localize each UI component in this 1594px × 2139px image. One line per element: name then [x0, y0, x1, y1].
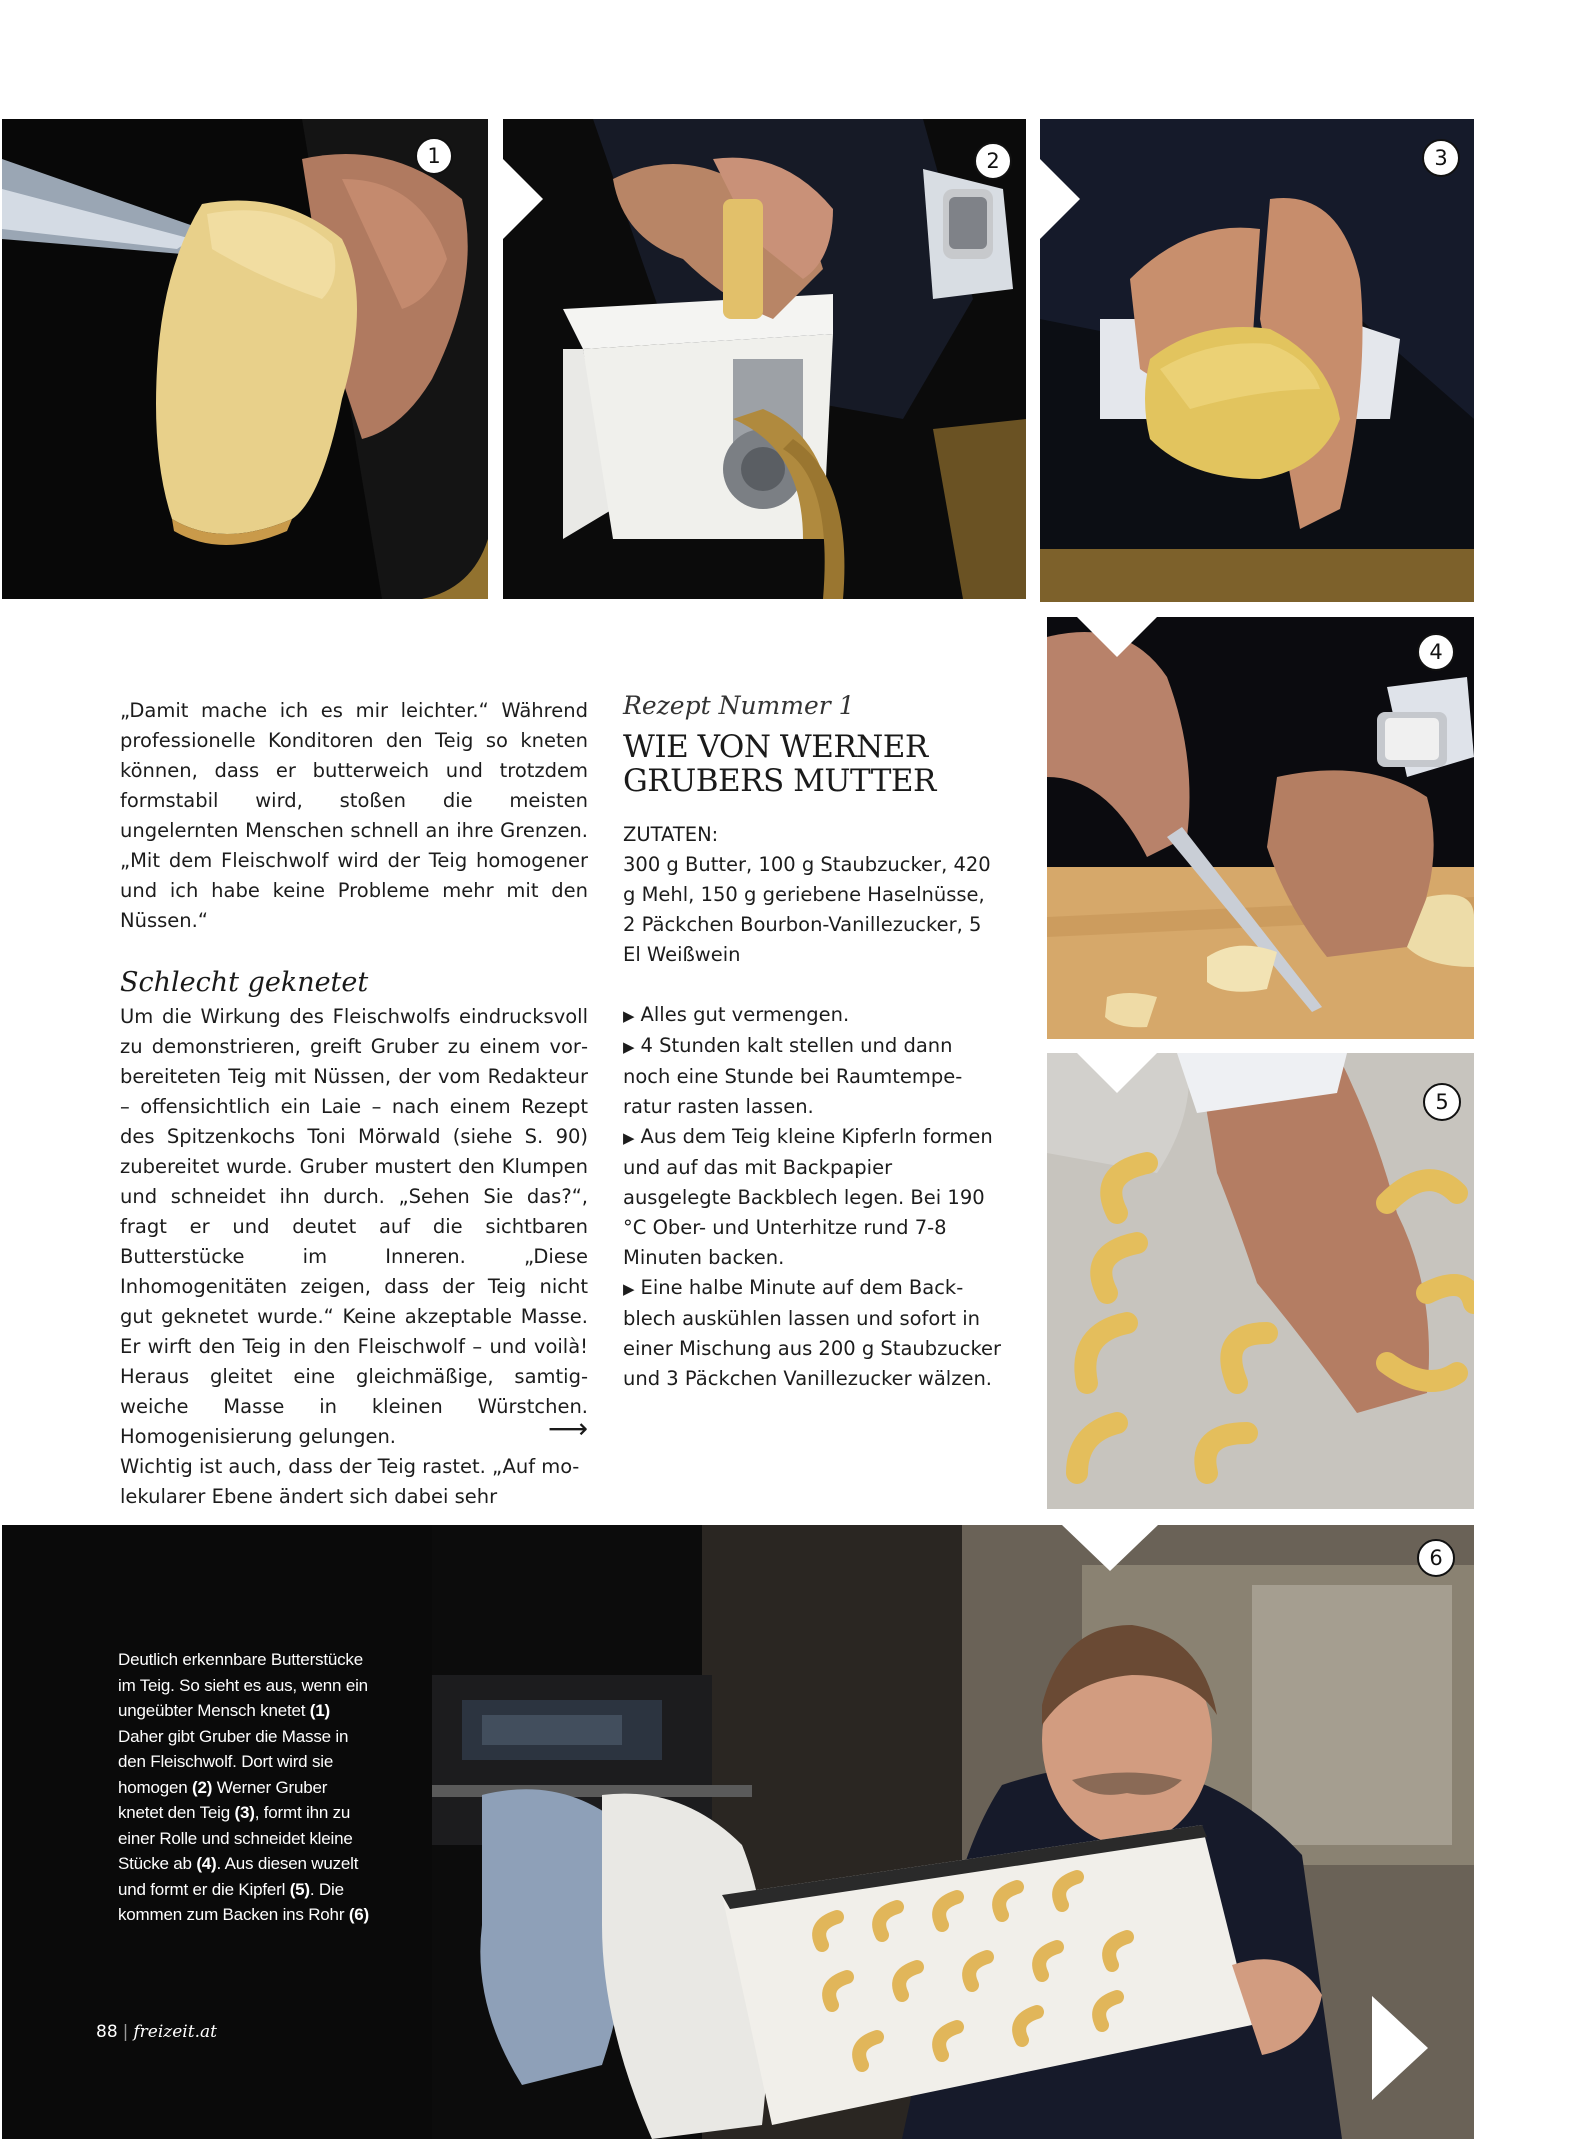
photo-number-badge: 2	[974, 142, 1012, 180]
panel-notch	[1077, 617, 1157, 657]
recipe-step-text: 4 Stunden kalt stellen und dann noch eine Stunde bei Raumtemperatur rasten lassen.	[623, 1034, 963, 1118]
photo-number-badge: 6	[1417, 1539, 1455, 1577]
recipe-step-text: Aus dem Teig kleine Kipferln formen und auf das mit Backpapier ausgelegte Backblech legen. Bei 190 °C Ober- und Unterhitze rund 7-8 Minuten backen.	[623, 1125, 993, 1269]
next-page-arrow-icon[interactable]	[1372, 1996, 1428, 2100]
caption-text: , formt ihn zu einer Rolle und schneidet kleine Stücke ab	[118, 1803, 353, 1873]
photo-kneading	[1040, 119, 1474, 602]
kipferl-tray-image	[1047, 1053, 1474, 1509]
article-paragraph: „Damit mache ich es mir leichter.“ Während professionelle Konditoren den Teig so kneten können, dass er butterweich und trotzdem formstabil wird, stoßen die meisten ungelernten Menschen schnell an ihre Grenzen. „Mit dem Fleischwolf wird der Teig homogener und ich habe keine Probleme mehr mit den Nüssen.“	[120, 699, 588, 932]
caption-ref: (5)	[289, 1879, 310, 1899]
recipe-box	[623, 690, 1003, 1394]
ingredients-list: 300 g Butter, 100 g Staubzucker, 420 g Mehl, 150 g geriebene Haselnüsse, 2 Päckchen Bourbon-Vanillezucker, 5 El Weißwein	[623, 853, 991, 966]
article-paragraph: Wichtig ist auch, dass der Teig rastet. „Auf molekularer Ebene ändert sich dabei sehr	[120, 1455, 580, 1508]
triangle-bullet-icon: ▶	[623, 1007, 635, 1025]
photo-shaping-kipferl	[1047, 1053, 1474, 1509]
recipe-title-line: WIE VON WERNER	[623, 729, 928, 765]
caption-text: Werner Gruber knetet den Teig	[118, 1777, 328, 1822]
meat-grinder-image	[503, 119, 1026, 599]
photo-meat-grinder	[503, 119, 1026, 599]
photo-cut-dough	[2, 119, 488, 599]
recipe-step	[623, 1000, 1003, 1031]
page-number: 88	[96, 2022, 118, 2042]
recipe-steps	[623, 1000, 1003, 1394]
caption-text: Deutlich erkennbare Butterstücke im Teig. So sieht es aus, wenn ein ungeübter Mensch knetet	[118, 1650, 368, 1720]
photo-number-badge: 3	[1422, 139, 1460, 177]
caption-text: . Aus diesen wuzelt und formt er die Kipferl	[118, 1854, 359, 1899]
recipe-title	[623, 730, 1003, 798]
caption-ref: (1)	[309, 1701, 330, 1720]
footer-brand-link[interactable]: freizeit.at	[133, 2022, 217, 2042]
photo-number-badge: 5	[1423, 1083, 1461, 1121]
dough-slice-image	[2, 119, 488, 599]
article-body	[120, 696, 588, 1512]
photo-cutting-roll	[1047, 617, 1474, 1039]
cutting-roll-image	[1047, 617, 1474, 1039]
triangle-bullet-icon: ▶	[623, 1129, 635, 1147]
recipe-title-line: GRUBERS MUTTER	[623, 763, 936, 799]
caption-ref: (3)	[234, 1803, 255, 1822]
panel-notch	[1040, 159, 1080, 239]
triangle-bullet-icon: ▶	[623, 1038, 635, 1056]
panel-notch	[1062, 1525, 1158, 1571]
caption-ref: (6)	[348, 1905, 369, 1924]
continue-arrow-icon: ⟶	[548, 1412, 589, 1445]
kneading-dough-image	[1040, 119, 1474, 602]
caption-ref: (4)	[196, 1854, 217, 1873]
footer-separator: |	[122, 2022, 129, 2042]
triangle-bullet-icon: ▶	[623, 1280, 635, 1298]
recipe-step-text: Alles gut vermengen.	[640, 1003, 850, 1026]
article-paragraph: Um die Wirkung des Fleischwolfs eindrucksvoll zu demonstrieren, greift Gruber zu einem vorbereiteten Teig mit Nüssen, der vom Redakteur – offensichtlich ein Laie – nach einem Rezept des Spitzenkochs Toni Mörwald (siehe S. 90) zubereitet wurde. Gruber mustert den Klumpen und schneidet ihn durch. „Sehen Sie das?“, fragt er und deutet auf die sichtbaren Butterstücke im Inneren. „Diese Inhomogenitäten zeigen, dass der Teig nicht gut geknetet wurde.“ Keine akzeptable Masse. Er wirft den Teig in den Fleischwolf – und voilà! Heraus gleitet eine gleichmäßige, samtig-weiche Masse in kleinen Würstchen. Homogenisierung gelungen.	[120, 1005, 588, 1448]
caption-text: Daher gibt Gruber die Masse in den Fleischwolf. Dort wird sie homogen	[118, 1726, 349, 1797]
ingredients-heading: ZUTATEN:	[623, 823, 719, 846]
panel-notch	[1077, 1053, 1157, 1093]
recipe-step	[623, 1031, 1003, 1122]
caption-ref: (2)	[192, 1777, 213, 1797]
recipe-kicker: Rezept Nummer 1	[623, 691, 855, 720]
photo-caption	[118, 1647, 376, 1928]
recipe-step	[623, 1273, 1003, 1394]
caption-text: . Die kommen zum Backen ins Rohr	[118, 1879, 349, 1924]
page-footer	[96, 2022, 217, 2042]
recipe-step	[623, 1122, 1003, 1273]
photo-number-badge: 1	[415, 137, 453, 175]
recipe-step-text: Eine halbe Minute auf dem Backblech auskühlen lassen und sofort in einer Mischung aus 200 g Staubzucker und 3 Päckchen Vanillezucker wälzen.	[623, 1276, 1002, 1390]
panel-notch	[503, 159, 543, 239]
article-subhead: Schlecht geknetet	[120, 967, 369, 998]
photo-number-badge: 4	[1417, 633, 1455, 671]
